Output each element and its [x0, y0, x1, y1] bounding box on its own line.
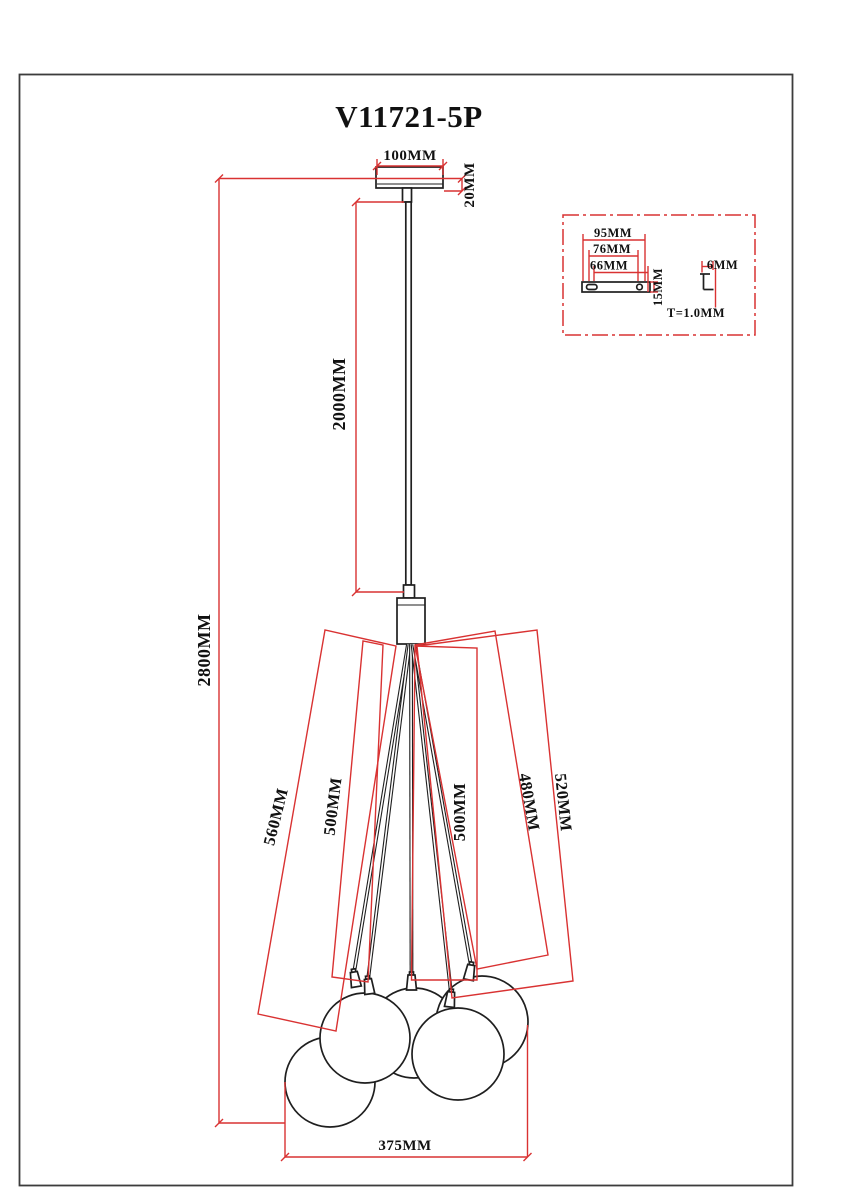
canopy-body	[376, 167, 443, 188]
dim-suspension-cord-label: 2000MM	[329, 357, 349, 431]
mounting-slot	[587, 285, 598, 290]
dim-cluster-width-label: 375MM	[378, 1138, 432, 1154]
dim-cord-560-label: 560MM	[259, 786, 292, 848]
detail-bracket-lip-label: 6MM	[706, 258, 739, 272]
suspension-wire	[406, 202, 411, 585]
dim-cord-500-left-label: 500MM	[319, 776, 346, 837]
detail-plate-length-label: 95MM	[593, 226, 633, 240]
dim-canopy-width-label: 100MM	[383, 148, 437, 164]
cord-hub-cylinder	[397, 598, 425, 644]
dim-cord-520-label: 520MM	[550, 772, 576, 833]
detail-hole-spacing-label: 76MM	[592, 242, 632, 256]
globe-right-center	[412, 1008, 504, 1100]
detail-thickness-label: T=1.0MM	[666, 306, 726, 320]
dim-cord-480-label: 480MM	[514, 771, 544, 833]
dim-cord-500-right-label: 500MM	[450, 782, 469, 842]
connector-neck	[404, 585, 415, 598]
dim-overall-drop-label: 2800MM	[194, 613, 214, 687]
detail-slot-spacing-label: 66MM	[589, 258, 629, 273]
dim-canopy-height-label: 20MM	[462, 162, 478, 208]
mounting-hole	[637, 284, 643, 290]
globe-upper-left	[320, 993, 410, 1083]
model-title: V11721-5P	[335, 99, 483, 134]
canopy-nipple	[403, 188, 412, 202]
detail-plate-height-label: 15MM	[651, 267, 665, 307]
